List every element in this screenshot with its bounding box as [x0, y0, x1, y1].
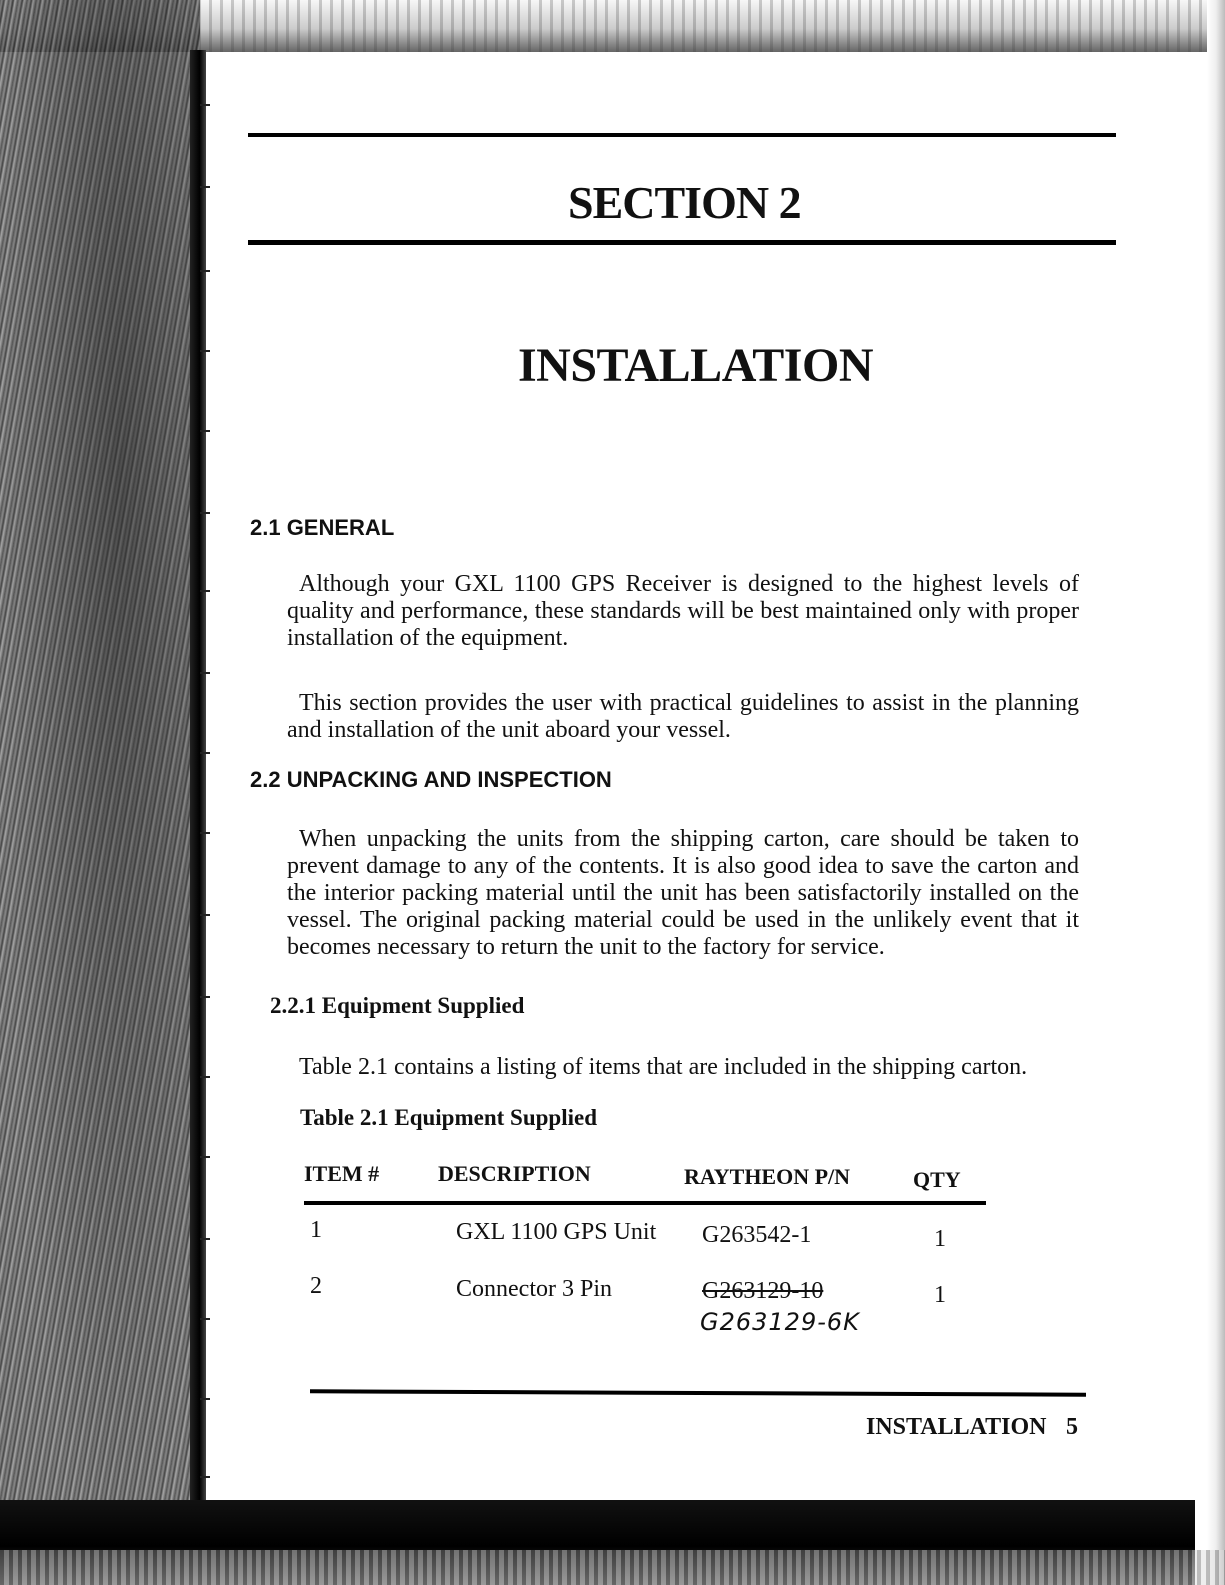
general-paragraph-1: Although your GXL 1100 GPS Receiver is designed to the highest levels of quality and performance, these standards will be best maintained only with proper installation of the equipment.: [287, 571, 1079, 651]
binding-tick: [200, 1156, 210, 1158]
row-1-description: GXL 1100 GPS Unit: [456, 1219, 657, 1245]
row-2-item: 2: [310, 1273, 322, 1299]
binding-tick: [200, 430, 210, 432]
binding-tick: [200, 1476, 210, 1478]
row-1-pn: G263542-1: [702, 1222, 812, 1248]
scan-shadow-left: [0, 0, 200, 1585]
binding-tick: [200, 1238, 210, 1240]
binding-tick: [200, 832, 210, 834]
binding-tick: [200, 752, 210, 754]
general-paragraph-2: This section provides the user with practical guidelines to assist in the planning and installation of the unit aboard your vessel.: [287, 690, 1079, 743]
binding-tick: [200, 104, 210, 106]
table-header-rule: [304, 1201, 986, 1205]
row-2-pn-struck: G263129-10: [702, 1278, 824, 1304]
heading-equipment-supplied: 2.2.1 Equipment Supplied: [270, 993, 525, 1018]
column-header-pn: RAYTHEON P/N: [684, 1164, 851, 1189]
header-rule-top: [248, 133, 1116, 137]
column-header-item: ITEM #: [304, 1161, 380, 1186]
column-header-qty: QTY: [913, 1167, 961, 1192]
column-header-description: DESCRIPTION: [438, 1161, 591, 1186]
binding-edge: [190, 50, 206, 1500]
binding-tick: [200, 1076, 210, 1078]
equipment-intro: Table 2.1 contains a listing of items that are included in the shipping carton.: [299, 1054, 1028, 1080]
row-1-qty: 1: [934, 1226, 946, 1252]
binding-tick: [200, 350, 210, 352]
scan-noise-bottom: [0, 1550, 1225, 1585]
binding-tick: [200, 914, 210, 916]
unpacking-paragraph: When unpacking the units from the shipping carton, care should be taken to prevent damage to any of the contents. It is also good idea to save the carton and the interior packing material until the unit has been satisfactorily installed on the vessel. The original packing material could be used in the unlikely event that it becomes necessary to return the unit to the factory for service.: [287, 826, 1079, 960]
binding-tick: [200, 996, 210, 998]
binding-tick: [200, 590, 210, 592]
row-2-qty: 1: [934, 1282, 946, 1308]
section-number: SECTION 2: [568, 177, 801, 228]
page-number: 5: [1066, 1414, 1078, 1440]
binding-tick: [200, 186, 210, 188]
table-caption: Table 2.1 Equipment Supplied: [300, 1105, 597, 1130]
heading-unpacking: 2.2 UNPACKING AND INSPECTION: [250, 767, 612, 792]
footer-label: INSTALLATION: [866, 1414, 1047, 1440]
heading-general: 2.1 GENERAL: [250, 515, 395, 540]
binding-tick: [200, 270, 210, 272]
binding-tick: [200, 672, 210, 674]
scan-shadow-right: [1207, 0, 1225, 1585]
header-rule-bottom: [248, 240, 1116, 245]
binding-tick: [200, 512, 210, 514]
binding-tick: [200, 1398, 210, 1400]
row-2-pn-handwritten: G263129-6K: [700, 1308, 860, 1336]
chapter-title: INSTALLATION: [518, 339, 873, 392]
row-1-item: 1: [310, 1217, 322, 1243]
binding-tick: [200, 1318, 210, 1320]
row-2-description: Connector 3 Pin: [456, 1276, 612, 1302]
